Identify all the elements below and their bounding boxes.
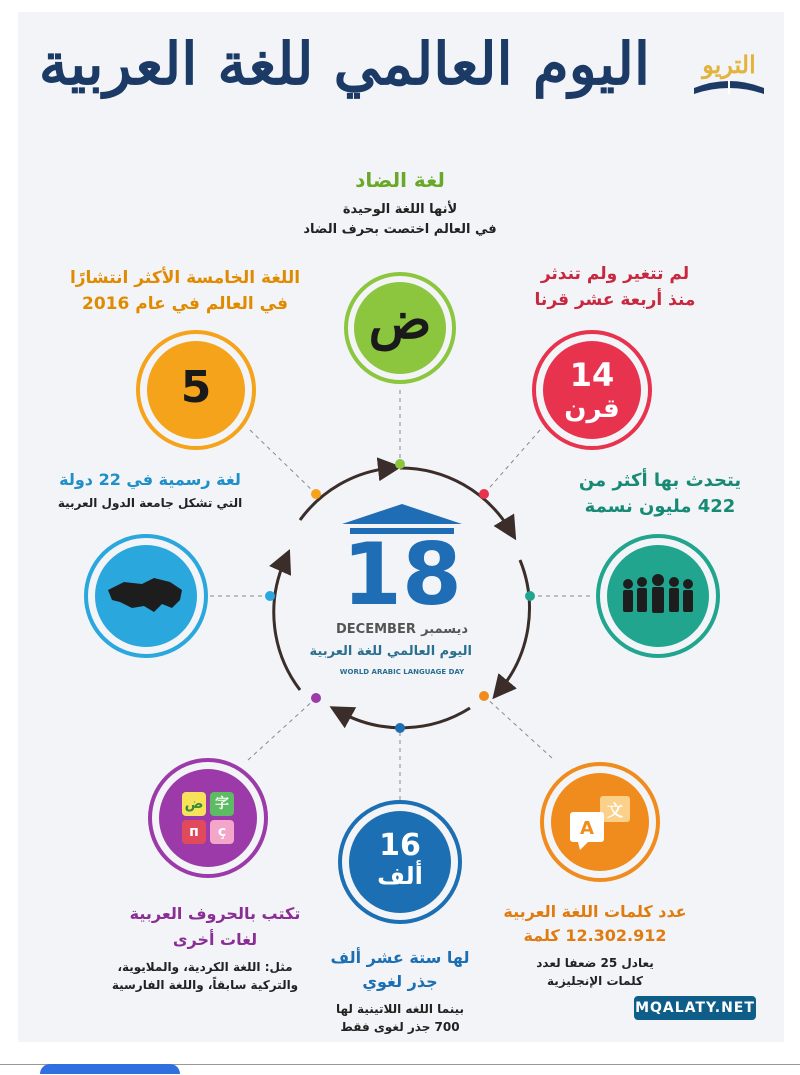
top-left-line2: في العالم في عام 2016 [81, 294, 289, 314]
translate-icon [540, 762, 660, 882]
home-indicator[interactable] [40, 1064, 180, 1074]
center-month-ar: ديسمبر [421, 622, 468, 637]
bottom-left-note1: مثل: اللغة الكردية، والملايوية، [117, 960, 293, 974]
tile-c: ç [210, 820, 234, 844]
center-month-en: DECEMBER [336, 622, 416, 637]
top-left-number: 5 [180, 362, 212, 413]
center-en-label: WORLD ARABIC LANGUAGE DAY [339, 668, 465, 676]
bottom-unit: ألف [377, 862, 423, 890]
bottom-number: 16 [379, 828, 421, 863]
bottom-right-note1: يعادل 25 ضعفا لعدد [536, 956, 654, 970]
top-left-line1: اللغة الخامسة الأكثر انتشارًا [69, 268, 301, 288]
left-line1: لغة رسمية في 22 دولة [59, 470, 241, 489]
bottom-right-line2: 12.302.912 كلمة [523, 926, 667, 945]
bottom-note1: بينما اللغه اللاتينية لها [335, 1002, 465, 1016]
bottom-line2: جذر لغوي [362, 972, 438, 991]
letters-grid [182, 792, 234, 844]
arab-map-icon [84, 534, 208, 658]
center-ar-label: اليوم العالمي للغة العربية [309, 644, 472, 659]
bottom-left-circle [148, 758, 268, 878]
right-line2: 422 مليون نسمة [584, 496, 736, 517]
bottom-right-note2: كلمات الإنجليزية [547, 974, 643, 988]
svg-text:A: A [580, 818, 594, 839]
top-right-number: 14 [569, 356, 615, 394]
left-line2: التي تشكل جامعة الدول العربية [57, 496, 243, 510]
tile-dad: ض [182, 792, 206, 816]
bottom-left-line2: لغات أخرى [172, 930, 258, 949]
tile-han: 字 [210, 792, 234, 816]
top-left-circle [136, 330, 256, 450]
bottom-right-line1: عدد كلمات اللغة العربية [503, 902, 687, 921]
top-right-line1: لم تتغير ولم تندثر [540, 264, 690, 284]
watermark-badge: MQALATY.NET [634, 996, 756, 1020]
top-circle [344, 272, 456, 384]
bottom-left-note2: والتركية سابقاً، واللغة الفارسية [111, 978, 299, 992]
top-line1: لأنها اللغة الوحيدة [342, 202, 458, 217]
right-circle [596, 534, 720, 658]
bottom-left-line1: تكتب بالحروف العربية [129, 904, 301, 923]
people-icon [596, 534, 720, 658]
page-title: اليوم العالمي للغة العربية [38, 30, 650, 98]
top-line2: في العالم اختصت بحرف الضاد [303, 222, 497, 237]
bottom-right-circle [540, 762, 660, 882]
bottom-note2: 700 جذر لغوى فقط [340, 1020, 460, 1034]
bottom-circle [338, 800, 462, 924]
top-right-unit: قرن [564, 394, 620, 424]
right-line1: يتحدث بها أكثر من [578, 470, 742, 491]
svg-text:文: 文 [606, 801, 624, 820]
top-heading: لغة الضاد [355, 168, 445, 192]
center-number: 18 [342, 525, 462, 625]
tile-pe: п [182, 820, 206, 844]
bottom-line1: لها ستة عشر ألف [330, 948, 470, 967]
top-right-circle [532, 330, 652, 450]
left-circle [84, 534, 208, 658]
top-right-line2: منذ أربعة عشر قرنا [534, 290, 696, 310]
center-emblem [309, 500, 472, 690]
dad-glyph-icon: ض [368, 290, 432, 351]
logo-text: التريو [702, 50, 756, 79]
